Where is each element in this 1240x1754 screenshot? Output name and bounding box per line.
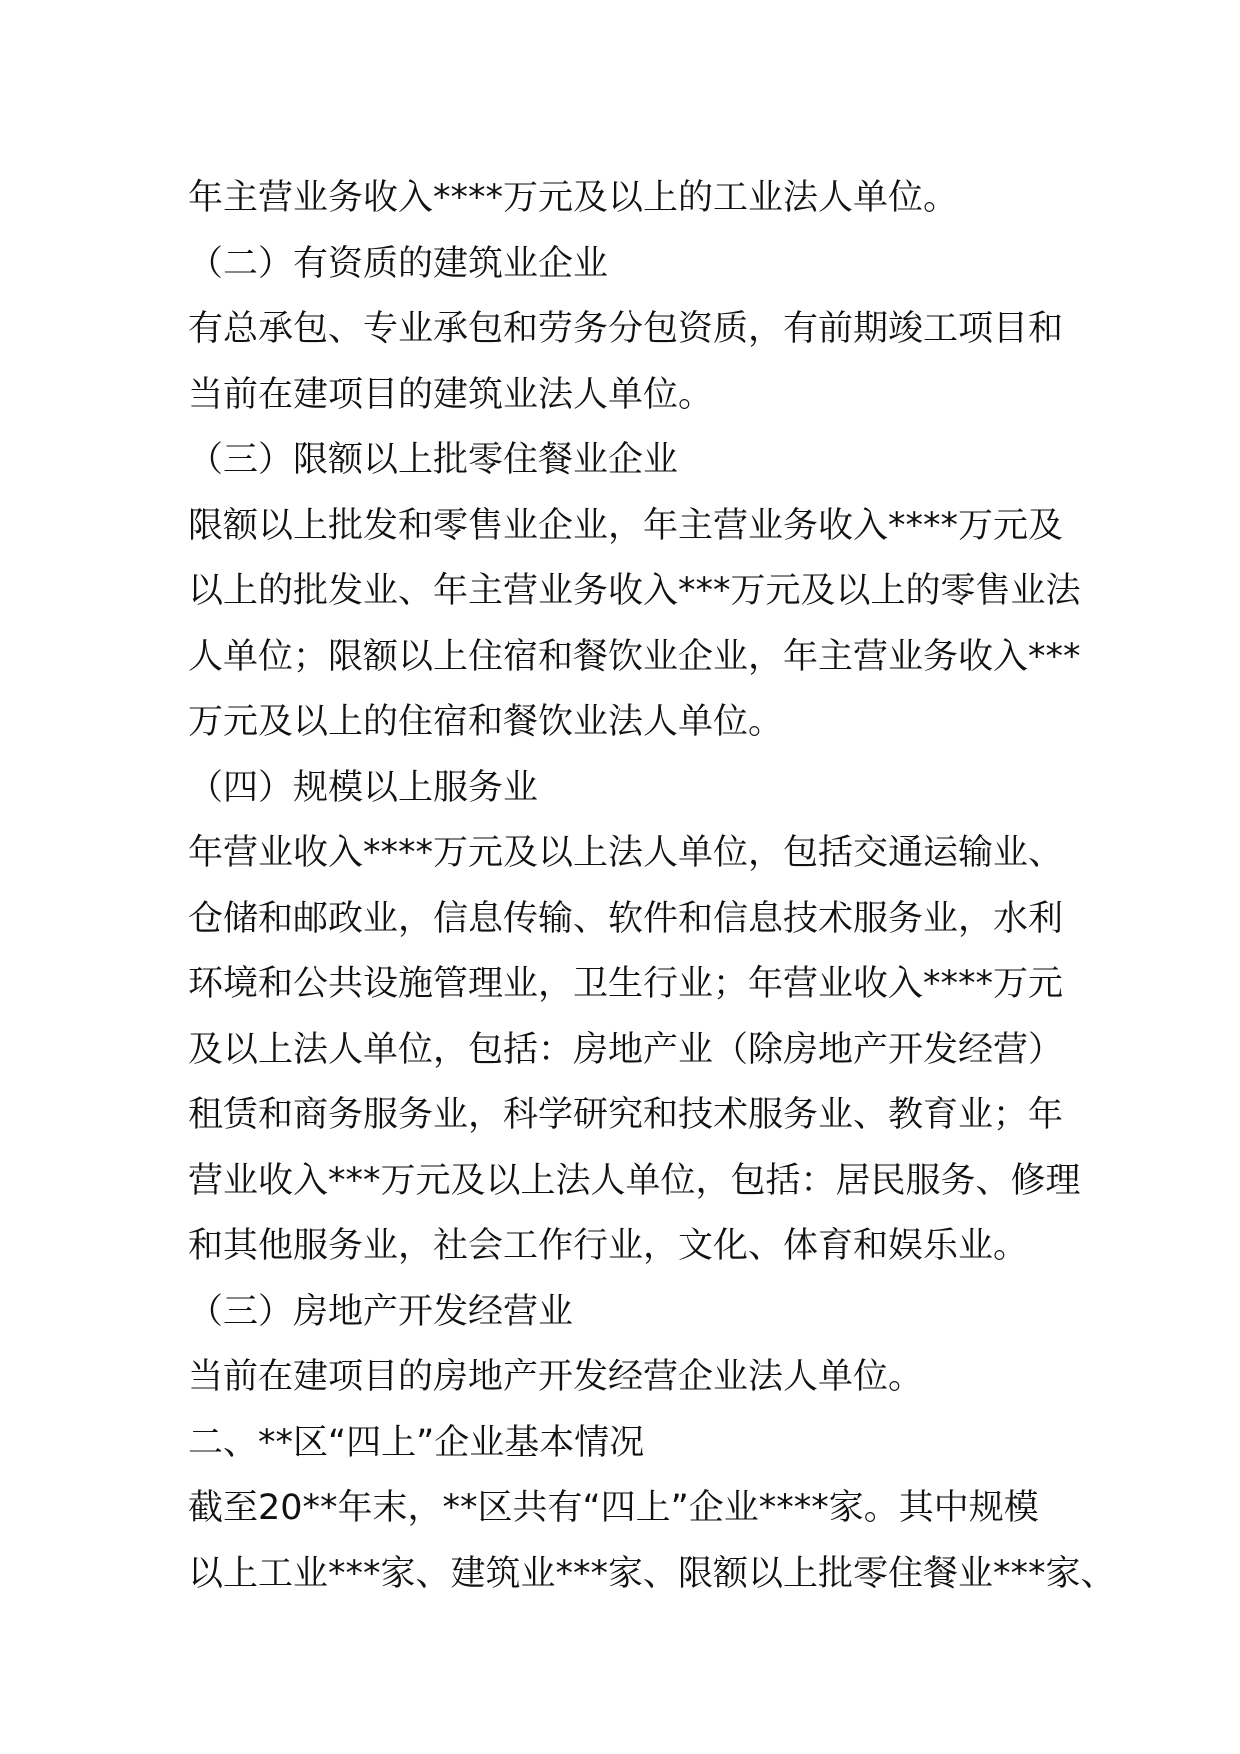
text-line: 限额以上批发和零售业企业，年主营业务收入****万元及	[188, 505, 1064, 546]
text-line: 营业收入***万元及以上法人单位，包括：居民服务、修理	[188, 1160, 1081, 1201]
text-line: 租赁和商务服务业，科学研究和技术服务业、教育业；年	[188, 1095, 1064, 1135]
text-line: 有总承包、专业承包和劳务分包资质，有前期竣工项目和	[188, 309, 1064, 349]
document-body	[188, 166, 1116, 1607]
text-line: 年主营业务收入****万元及以上的工业法人单位。	[188, 178, 959, 218]
text-line: 及以上法人单位，包括：房地产业（除房地产开发经营）	[188, 1029, 1064, 1070]
section-heading: （三）限额以上批零住餐业企业	[188, 440, 679, 480]
text-line: 万元及以上的住宿和餐饮业法人单位。	[188, 702, 784, 742]
text-line: 人单位；限额以上住宿和餐饮业企业，年主营业务收入***	[188, 636, 1081, 677]
text-line: 环境和公共设施管理业，卫生行业；年营业收入****万元	[188, 964, 1064, 1004]
text-line: 和其他服务业，社会工作行业，文化、体育和娱乐业。	[188, 1226, 1029, 1266]
text-line: 以上的批发业、年主营业务收入***万元及以上的零售业法	[188, 571, 1081, 611]
section-heading: 二、**区“四上”企业基本情况	[188, 1422, 645, 1463]
text-line: 以上工业***家、建筑业***家、限额以上批零住餐业***家、	[188, 1553, 1116, 1594]
section-heading: （二）有资质的建筑业企业	[188, 243, 609, 284]
section-heading: （三）房地产开发经营业	[188, 1291, 574, 1332]
section-heading: （四）规模以上服务业	[188, 767, 539, 808]
text-line: 年营业收入****万元及以上法人单位，包括交通运输业、	[188, 833, 1064, 873]
text-line: 当前在建项目的建筑业法人单位。	[188, 374, 714, 415]
text-line: 截至20**年末，**区共有“四上”企业****家。其中规模	[188, 1488, 1039, 1528]
text-line: 当前在建项目的房地产开发经营企业法人单位。	[188, 1357, 924, 1397]
text-line: 仓储和邮政业，信息传输、软件和信息技术服务业，水利	[188, 898, 1064, 939]
